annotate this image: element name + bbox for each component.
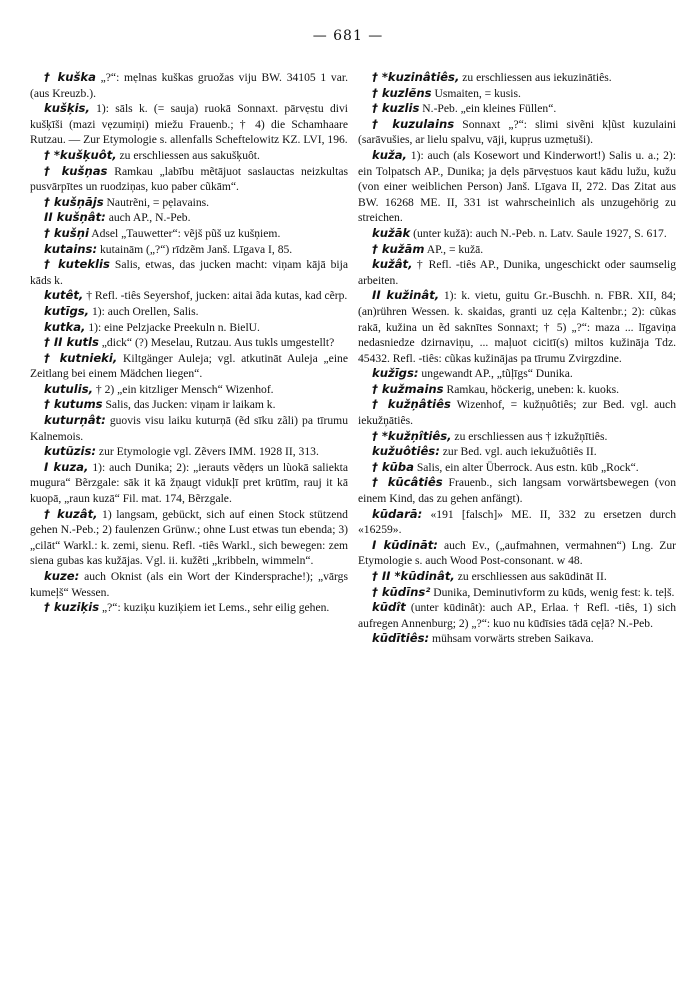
entry-headword: † kutums	[44, 397, 103, 412]
entry-text: zu erschliessen aus iekuzinātiês.	[459, 71, 612, 84]
entry-headword: kutka,	[44, 319, 86, 334]
dictionary-entry	[30, 460, 348, 507]
entry-text: Usmaiten, = kusis.	[431, 86, 521, 100]
entry-text: 1): auch Orellen, Salis.	[89, 304, 199, 318]
entry-text: 1) langsam, gebückt, sich auf einen Stock stützend gehen N.-Peb.; 2) faulenzen Grünw.; ohne Lust etwas tun ebenda; 3) „cilāt“ Warkl.: k. zemi, sienu. Refl. -tiês Warkl., sich bewegen: zem siena gubas kas kužājas. Vgl. ii. kužẽti „kribbeln, wimmeln“.	[30, 507, 348, 568]
entry-text: Nautrẽni, = pẹlavains.	[103, 195, 210, 209]
entry-headword: kutêt,	[44, 288, 84, 303]
dictionary-entry	[358, 288, 676, 366]
dictionary-entry	[30, 320, 348, 336]
entry-headword: † kuška	[44, 70, 96, 84]
dictionary-entry	[358, 226, 676, 242]
dictionary-entry	[30, 210, 348, 226]
dictionary-entry	[30, 569, 348, 600]
entry-text: † Refl. -tiês AP., Dunika, ungeschickt oder saumselig arbeiten.	[358, 258, 676, 287]
dictionary-entry	[30, 335, 348, 351]
dictionary-entry	[30, 164, 348, 195]
dictionary-entry	[358, 257, 676, 288]
entry-headword: I kuza,	[44, 459, 89, 474]
dictionary-entry	[358, 475, 676, 506]
dictionary-entry	[30, 444, 348, 460]
dictionary-entry	[358, 101, 676, 117]
dictionary-entry	[30, 101, 348, 148]
dictionary-entry	[358, 242, 676, 258]
entry-headword: † kuteklis	[44, 257, 110, 272]
entry-text: (unter kūdinât): auch AP., Erlaa. † Refl. -tiês, 1) sich aufregen Annenburg; 2) „?“: kuo nu kūdīsies tādā cẹļā? N.-Peb.	[358, 601, 676, 630]
entry-text: Ramkau „labību mẽtājuot saslauctas neizkultas pusvārpītes un ruodziņas, kuo paber cũkām“.	[30, 164, 348, 194]
dictionary-entry	[358, 366, 676, 382]
right-column	[358, 70, 676, 647]
entry-headword: † kušņi	[44, 225, 89, 240]
entry-headword: † kūcâtiês	[372, 475, 443, 490]
entry-text: Frauenb., sich langsam vorwärtsbewegen (von einem Kind, das zu gehen anfängt).	[358, 476, 676, 506]
entry-headword: † kužņâtiês	[372, 397, 451, 412]
dictionary-entry	[30, 600, 348, 616]
entry-headword: kuturņât:	[44, 413, 106, 428]
entry-text: 1): k. vietu, guitu Gr.-Buschh. n. FBR. XII, 84; (an)rühren Wessen. k. skaidas, granti uz cẹļa Kaltenbr.; 2): cũkas rakā, kužina un ẽd saknītes Sonnaxt; † 5) „?“: maza ... līgaviņa nedasniedze dzirnaviņu, ... maļuot cicitī(s) miltos kužināja Tdz. 45432. Refl. -tiês: cũkas kužinājas pa tīrumu Zvirgzdine.	[358, 289, 677, 365]
entry-text: 1): auch Dunika; 2): „ierauts vẽdẹrs un lùokā saliekta mugura“ Bẽrzgale: sāk it kā žņaugt vidukļī pret krūtīm, rauj it kā kuopā, „raun kuzā“ Fil. mat. 174, Bẽrzgale.	[30, 460, 349, 506]
entry-text: kutainām („?“) rīdzẽm Janš. Līgava I, 85.	[97, 242, 293, 256]
entry-text: ungewandt AP., „tũļīgs“ Dunika.	[418, 367, 573, 381]
dictionary-entry	[30, 382, 348, 398]
dictionary-entry	[358, 460, 676, 476]
entry-text: 1): eine Pelzjacke Preekuln n. BielU.	[85, 320, 260, 334]
entry-headword: † kuzulains	[372, 116, 455, 131]
entry-headword: kušķis,	[44, 101, 90, 116]
entry-headword: II kušņât:	[44, 210, 106, 225]
entry-headword: † kušņas	[44, 163, 108, 178]
entry-text: Salis, ein alter Überrock. Aus estn. kūb „Rock“.	[413, 460, 639, 474]
dictionary-entry	[358, 585, 676, 601]
entry-headword: † kužām	[372, 241, 425, 256]
entry-headword: † kužmains	[372, 381, 444, 396]
page-number: — 681 —	[312, 28, 384, 44]
dictionary-entry	[30, 70, 348, 101]
entry-text: zu erschliessen aus sakušķuôt.	[116, 148, 260, 162]
entry-headword: † kuzlẽns	[372, 85, 432, 100]
entry-headword: † kūdīns²	[372, 584, 431, 599]
entry-text: „?“: mẹlnas kuškas gruožas viju BW. 34105 1 var. (aus Kreuzb.).	[30, 71, 348, 100]
entry-text: mühsam vorwärts streben Saikava.	[429, 632, 594, 646]
entry-text: auch AP., N.-Peb.	[105, 211, 191, 225]
entry-headword: † II *kūdinât,	[372, 569, 455, 583]
entry-text: Kiltgänger Auleja; vgl. atkutināt Auleja „eine Zeitlang bei einem Mädchen liegen“.	[30, 351, 348, 381]
dictionary-entry	[30, 226, 348, 242]
entry-text: Ramkau, höckerig, uneben: k. kuoks.	[443, 382, 620, 396]
entry-headword: kūdarā:	[372, 506, 423, 521]
entry-headword: † kuzât,	[44, 506, 98, 521]
dictionary-entry	[30, 288, 348, 304]
entry-headword: † kutnieki,	[44, 350, 118, 365]
entry-text: Salis, etwas, das jucken macht: viņam kājā bija kāds k.	[30, 258, 348, 287]
dictionary-entry	[358, 429, 676, 445]
entry-text: auch Oknist (als ein Wort der Kindersprache!); „vārgs kumeļš“ Wessen.	[30, 570, 348, 599]
entry-headword: II kužinât,	[372, 288, 440, 303]
entry-text: zur Bed. vgl. auch iekužuôtiês II.	[439, 445, 597, 459]
dictionary-entry	[30, 397, 348, 413]
entry-text: Sonnaxt „?“: slimi sivẽni kļũst kuzulaini (sarāvušies, ar lielu spalvu, vāji, kupṛus uzmẹtuši).	[358, 117, 676, 147]
dictionary-entry	[358, 70, 676, 86]
dictionary-entry	[358, 538, 676, 569]
entry-text: AP., = kužā.	[424, 242, 484, 256]
entry-text: zu erschliessen aus sakūdināt II.	[454, 570, 607, 583]
dictionary-entry	[30, 195, 348, 211]
entry-text: Salis, das Jucken: viņam ir laikam k.	[102, 398, 276, 412]
entry-headword: kuža,	[372, 147, 407, 162]
dictionary-entry	[30, 148, 348, 164]
left-column	[30, 70, 348, 616]
entry-text: 1): sāls k. (= sauja) ruokā Sonnaxt. pārvẹstu divi kušķīši (mazi vẹzumiņi) miežu Frauenb.; † 4) die Schamhaare Rutzau. — Zur Etymologie s. allenfalls Scheftelowitz KZ. LVI, 196.	[30, 102, 348, 147]
entry-headword: † II kutls	[44, 335, 99, 350]
entry-headword: kutũzis:	[44, 444, 97, 459]
dictionary-entry	[30, 413, 348, 444]
entry-headword: kutulis,	[44, 381, 94, 396]
dictionary-entry	[30, 242, 348, 258]
dictionary-entry	[358, 397, 676, 428]
dictionary-entry	[358, 148, 676, 226]
entry-text: (unter kužā): auch N.-Peb. n. Latv. Saule 1927, S. 617.	[410, 226, 667, 240]
entry-headword: † kuziķis	[44, 600, 100, 615]
entry-text: zu erschliessen aus † izkužņītiês.	[451, 429, 608, 443]
dictionary-entry	[30, 257, 348, 288]
entry-headword: kužuôtiês:	[372, 444, 440, 459]
dictionary-entry	[30, 507, 348, 569]
dictionary-entry	[358, 507, 676, 538]
entry-text: zur Etymologie vgl. Zẽvers IMM. 1928 II, 313.	[96, 445, 319, 459]
entry-headword: kutains:	[44, 241, 98, 256]
entry-text: † Refl. -tiês Seyershof, jucken: aitai ãda kutas, kad cẽrp.	[83, 289, 348, 303]
entry-text: „?“: kuziķu kuziķiem iet Lems., sehr eilig gehen.	[99, 601, 330, 615]
dictionary-entry	[358, 444, 676, 460]
entry-text: guovis visu laiku kuturņā (ẽd sīku zãli) pa tīrumu Kalnemois.	[30, 414, 348, 443]
entry-headword: kutīgs,	[44, 303, 90, 318]
dictionary-entry	[358, 117, 676, 148]
entry-text: Dunika, Deminutivform zu kūds, wenig fest: k. teļš.	[430, 585, 675, 599]
entry-text: † 2) „ein kitzliger Mensch“ Wizenhof.	[93, 382, 274, 396]
entry-headword: † *kužņîtiês,	[372, 428, 452, 443]
dictionary-entry	[358, 600, 676, 631]
dictionary-entry	[358, 569, 676, 585]
entry-text: N.-Peb. „ein kleines Füllen“.	[419, 102, 557, 116]
entry-headword: † *kuzinâtiês,	[372, 70, 460, 84]
dictionary-entry	[358, 86, 676, 102]
entry-headword: kužīgs:	[372, 366, 419, 381]
entry-headword: kužāk	[372, 225, 411, 240]
entry-headword: † kuzlis	[372, 101, 420, 116]
dictionary-entry	[30, 351, 348, 382]
entry-headword: † *kušķuôt,	[44, 147, 117, 162]
entry-headword: kūdītiês:	[372, 631, 430, 646]
entry-headword: I kūdināt:	[372, 537, 438, 552]
entry-text: Adsel „Tauwetter“: vẽjš pũš uz kušņiem.	[88, 226, 281, 240]
entry-text: 1): auch (als Kosewort und Kinderwort!) Salis u. a.; 2): ein Tolpatsch AP., Dunika; ja dẹls pārvẹstuos kaut kādu lužu, kužu (von einer weiblichen Person) Janš. Līgava II, 272. Das Zitat aus BW. 16268 ME. II, 331 ist wahrscheinlich als unzugehörig zu streichen.	[358, 148, 676, 225]
dictionary-entry	[358, 382, 676, 398]
entry-text: Wizenhof, = kužņuôtiês; zur Bed. vgl. auch iekužņātiês.	[358, 398, 677, 428]
entry-text: «191 [falsch]» ME. II, 332 zu ersetzen durch «16259».	[358, 507, 676, 537]
dictionary-entry	[30, 304, 348, 320]
entry-headword: kūdît	[372, 600, 406, 615]
entry-text: auch Ev., („aufmahnen, vermahnen“) Lng. Zur Etymologie s. auch Wood Post-consonant. w 48.	[358, 538, 677, 568]
entry-text: „dick“ (?) Meselau, Rutzau. Aus tukls umgestellt?	[98, 336, 335, 350]
dictionary-entry	[358, 631, 676, 647]
entry-headword: kuze:	[44, 569, 80, 583]
entry-headword: † kūba	[372, 459, 414, 474]
entry-headword: † kušņājs	[44, 194, 104, 209]
entry-headword: kužât,	[372, 257, 413, 272]
